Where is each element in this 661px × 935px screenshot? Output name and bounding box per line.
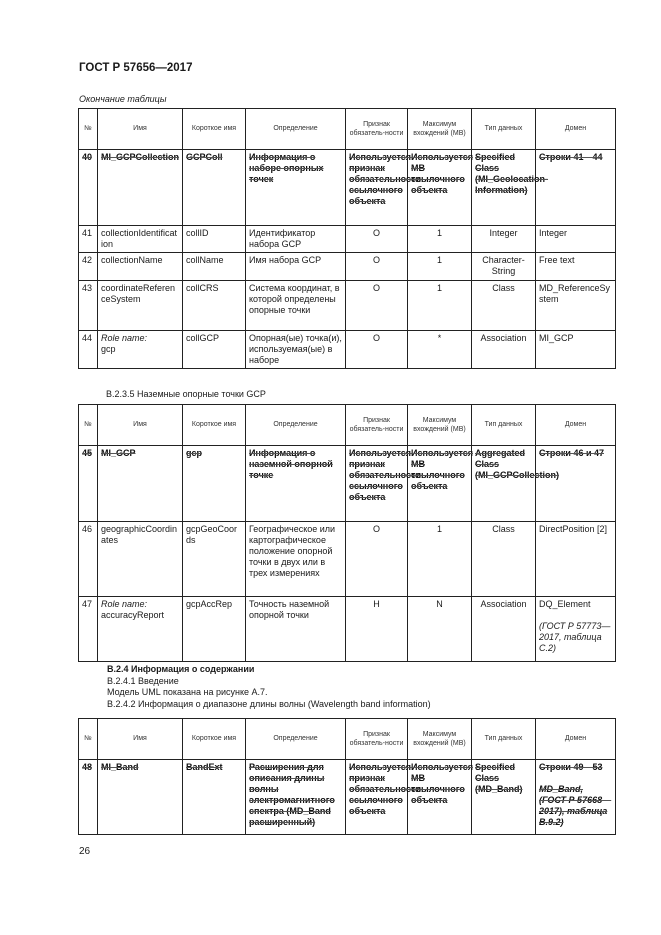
cell-oblig: O xyxy=(346,522,408,597)
cell-num: 46 xyxy=(79,522,98,597)
cell-short: gcp xyxy=(183,446,246,522)
cell-num: 43 xyxy=(79,281,98,331)
table-row xyxy=(79,760,616,835)
col-name: Имя xyxy=(98,719,183,760)
cell-name: collectionIdentification xyxy=(98,226,183,253)
table-caption: Окончание таблицы xyxy=(79,94,167,104)
cell-domain: Строки 41—44 xyxy=(536,150,616,226)
col-oblig: Признак обязатель-ности xyxy=(346,719,408,760)
cell-def: Система координат, в которой определены опорные точки xyxy=(246,281,346,331)
cell-max: Используется MB ссылочного объекта xyxy=(408,446,472,522)
cell-short: gcpAccRep xyxy=(183,597,246,662)
cell-num: 40 xyxy=(79,150,98,226)
section-content xyxy=(107,664,431,710)
cell-short: BandExt xyxy=(183,760,246,835)
section-line: Модель UML показана на рисунке А.7. xyxy=(107,687,268,697)
role-name-label: Role name: xyxy=(101,333,148,343)
cell-type: Association xyxy=(472,331,536,369)
cell-name: Role name: gcp xyxy=(98,331,183,369)
cell-oblig: Используется признак обязательности ссылочного объекта xyxy=(346,150,408,226)
cell-name: MI_Band xyxy=(98,760,183,835)
cell-oblig: Используется признак обязательности ссылочного объекта xyxy=(346,760,408,835)
cell-domain: Integer xyxy=(536,226,616,253)
cell-name: collectionName xyxy=(98,253,183,281)
cell-max: 1 xyxy=(408,226,472,253)
page-header: ГОСТ Р 57656—2017 xyxy=(79,62,193,74)
cell-def: Расширения для описания длины волны электромагнитного спектра (MD_Band расширенный) xyxy=(246,760,346,835)
cell-name: MI_GCP xyxy=(98,446,183,522)
table-row xyxy=(79,281,616,331)
table-2 xyxy=(78,404,616,662)
cell-max: N xyxy=(408,597,472,662)
cell-num: 41 xyxy=(79,226,98,253)
table-header-row xyxy=(79,109,616,150)
cell-domain: DQ_Element (ГОСТ Р 57773—2017, таблица С.2) xyxy=(536,597,616,662)
cell-domain: Строки 49—53 MD_Band, (ГОСТ Р 57668—2017), таблица В.9.2) xyxy=(536,760,616,835)
cell-domain: Строки 46 и 47 xyxy=(536,446,616,522)
cell-short: collGCP xyxy=(183,331,246,369)
cell-name: Role name: accuracyReport xyxy=(98,597,183,662)
cell-max: Используется MB ссылочного объекта xyxy=(408,150,472,226)
cell-def: Информация о наборе опорных точек xyxy=(246,150,346,226)
cell-num: 48 xyxy=(79,760,98,835)
cell-type: Aggregated Class (MI_GCPCollection) xyxy=(472,446,536,522)
table-row xyxy=(79,597,616,662)
cell-def: Точность наземной опорной точки xyxy=(246,597,346,662)
cell-max: Используется MB ссылочного объекта xyxy=(408,760,472,835)
cell-type: Specified Class (MD_Band) xyxy=(472,760,536,835)
cell-name: geographicCoordinates xyxy=(98,522,183,597)
col-def: Определение xyxy=(246,405,346,446)
table-row xyxy=(79,253,616,281)
col-domain: Домен xyxy=(536,719,616,760)
cell-name: MI_GCPCollection xyxy=(98,150,183,226)
col-num: № xyxy=(79,405,98,446)
cell-domain: MD_ReferenceSystem xyxy=(536,281,616,331)
col-num: № xyxy=(79,109,98,150)
cell-type: Specified Class (MI_Geolocation-Information) xyxy=(472,150,536,226)
cell-max: 1 xyxy=(408,522,472,597)
cell-def: Географическое или картографическое положение опорной точки в двух или в трех измерениях xyxy=(246,522,346,597)
col-def: Определение xyxy=(246,719,346,760)
cell-oblig: O xyxy=(346,253,408,281)
domain-reference: MD_Band, (ГОСТ Р 57668—2017), таблица В.9.2) xyxy=(539,784,612,827)
table-row xyxy=(79,150,616,226)
role-name-label: Role name: xyxy=(101,599,148,609)
cell-max: * xyxy=(408,331,472,369)
col-type: Тип данных xyxy=(472,719,536,760)
col-name: Имя xyxy=(98,405,183,446)
cell-max: 1 xyxy=(408,281,472,331)
col-max: Максимум вхождений (MB) xyxy=(408,405,472,446)
cell-max: 1 xyxy=(408,253,472,281)
cell-type: Character-String xyxy=(472,253,536,281)
cell-def: Опорная(ые) точка(и), используемая(ые) в наборе xyxy=(246,331,346,369)
cell-def: Имя набора GCP xyxy=(246,253,346,281)
page-number: 26 xyxy=(79,846,91,857)
col-short: Короткое имя xyxy=(183,405,246,446)
table-header-row xyxy=(79,405,616,446)
cell-domain: MI_GCP xyxy=(536,331,616,369)
cell-type: Class xyxy=(472,522,536,597)
col-max: Максимум вхождений (MB) xyxy=(408,719,472,760)
col-max: Максимум вхождений (MB) xyxy=(408,109,472,150)
cell-oblig: O xyxy=(346,281,408,331)
section-line: B.2.4.1 Введение xyxy=(107,675,179,686)
cell-oblig: Н xyxy=(346,597,408,662)
cell-domain: Free text xyxy=(536,253,616,281)
cell-oblig: O xyxy=(346,331,408,369)
col-domain: Домен xyxy=(536,109,616,150)
cell-oblig: O xyxy=(346,226,408,253)
cell-num: 42 xyxy=(79,253,98,281)
col-short: Короткое имя xyxy=(183,109,246,150)
cell-type: Association xyxy=(472,597,536,662)
col-num: № xyxy=(79,719,98,760)
cell-def: Информация о наземной опорной точке xyxy=(246,446,346,522)
col-domain: Домен xyxy=(536,405,616,446)
section-heading: B.2.4 Информация о содержании xyxy=(107,664,255,674)
col-name: Имя xyxy=(98,109,183,150)
table-row xyxy=(79,226,616,253)
cell-type: Integer xyxy=(472,226,536,253)
cell-name: coordinateReferenceSystem xyxy=(98,281,183,331)
table-1 xyxy=(78,108,616,369)
table-3 xyxy=(78,718,616,835)
domain-reference: (ГОСТ Р 57773—2017, таблица С.2) xyxy=(539,621,611,653)
cell-short: gcpGeoCoords xyxy=(183,522,246,597)
cell-num: 44 xyxy=(79,331,98,369)
cell-num: 45 xyxy=(79,446,98,522)
table-row xyxy=(79,446,616,522)
cell-short: collName xyxy=(183,253,246,281)
cell-type: Class xyxy=(472,281,536,331)
cell-short: collCRS xyxy=(183,281,246,331)
col-oblig: Признак обязатель-ности xyxy=(346,109,408,150)
table-header-row xyxy=(79,719,616,760)
cell-oblig: Используется признак обязательности ссылочного объекта xyxy=(346,446,408,522)
col-type: Тип данных xyxy=(472,405,536,446)
col-short: Короткое имя xyxy=(183,719,246,760)
col-oblig: Признак обязатель-ности xyxy=(346,405,408,446)
col-type: Тип данных xyxy=(472,109,536,150)
section-title: B.2.3.5 Наземные опорные точки GCP xyxy=(106,389,266,399)
col-def: Определение xyxy=(246,109,346,150)
table-row xyxy=(79,331,616,369)
cell-short: GCPColl xyxy=(183,150,246,226)
table-row xyxy=(79,522,616,597)
cell-short: collID xyxy=(183,226,246,253)
cell-domain: DirectPosition [2] xyxy=(536,522,616,597)
section-line: B.2.4.2 Информация о диапазоне длины волны (Wavelength band information) xyxy=(107,698,431,709)
cell-def: Идентификатор набора GCP xyxy=(246,226,346,253)
cell-num: 47 xyxy=(79,597,98,662)
